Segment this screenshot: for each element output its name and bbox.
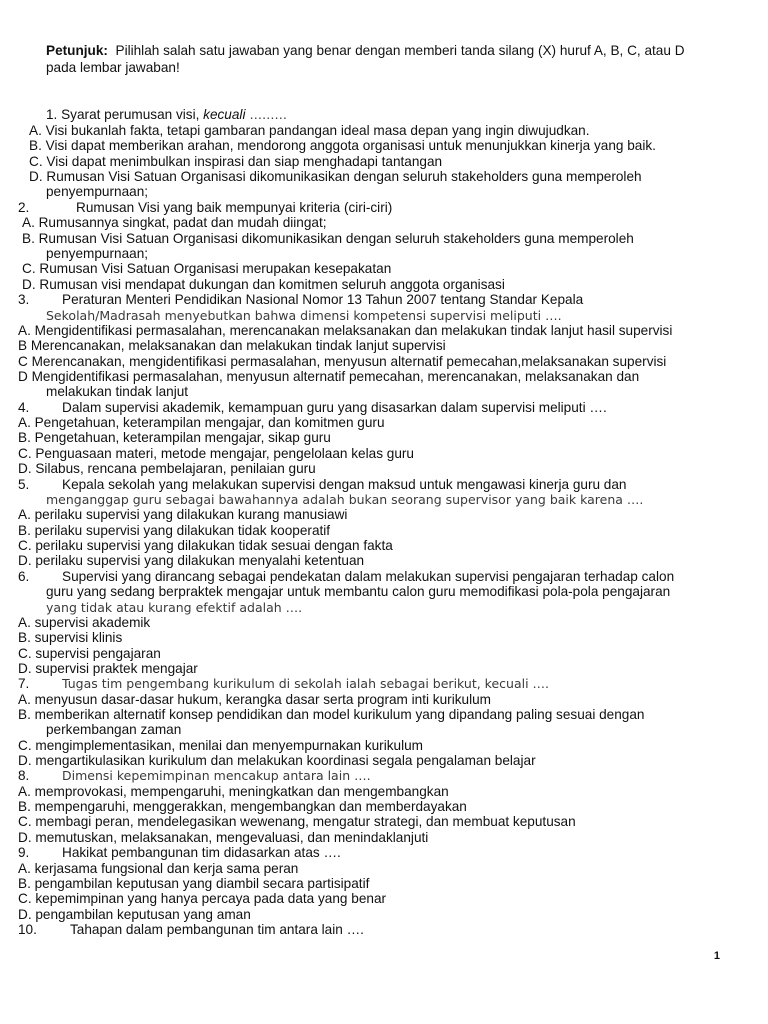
question-7-option-d: D. mengartikulasikan kurikulum dan melakukan koordinasi segala pengalaman belajar — [18, 753, 536, 768]
question-3-number: 3. — [18, 292, 30, 307]
question-7-option-b-cont: perkembangan zaman — [46, 722, 182, 737]
question-5-option-a: A. perilaku supervisi yang dilakukan kurang manusiawi — [18, 507, 348, 522]
instructions — [46, 42, 746, 76]
question-9-stem: Hakikat pembangunan tim didasarkan atas …. — [62, 845, 341, 860]
question-8-option-c: C. membagi peran, mendelegasikan wewenang, mengatur strategi, dan membuat keputusan — [18, 814, 576, 829]
question-7-number: 7. — [18, 676, 30, 691]
question-6-stem-cont-2: yang tidak atau kurang efektif adalah …. — [46, 600, 303, 615]
question-8-option-d: D. memutuskan, melaksanakan, mengevaluasi, dan menindaklanjuti — [18, 830, 429, 845]
question-9-option-c: C. kepemimpinan yang hanya percaya pada data yang benar — [18, 891, 387, 906]
question-4-option-d: D. Silabus, rencana pembelajaran, penilaian guru — [18, 461, 316, 476]
question-6-option-a: A. supervisi akademik — [18, 615, 151, 630]
question-2-option-c: C. Rumusan Visi Satuan Organisasi merupakan kesepakatan — [22, 261, 392, 276]
question-6-stem-cont: guru yang sedang berpraktek mengajar untuk membantu calon guru memodifikasi pola-pola pengajaran — [46, 584, 671, 599]
question-3-stem-cont: Sekolah/Madrasah menyebutkan bahwa dimensi kompetensi supervisi meliputi …. — [46, 308, 562, 323]
question-5-stem-cont: menganggap guru sebagai bawahannya adalah bukan seorang supervisor yang baik karena …. — [46, 492, 644, 507]
instructions-label: Petunjuk: — [46, 43, 108, 58]
question-2-option-b-cont: penyempurnaan; — [46, 246, 149, 261]
question-2-option-b: B. Rumusan Visi Satuan Organisasi dikomunikasikan dengan seluruh stakeholders guna memperoleh — [22, 231, 634, 246]
question-9-option-a: A. kerjasama fungsional dan kerja sama peran — [18, 861, 299, 876]
question-2-option-d: D. Rumusan visi mendapat dukungan dan komitmen seluruh anggota organisasi — [22, 277, 505, 292]
question-4-option-c: C. Penguasaan materi, metode mengajar, pengelolaan kelas guru — [18, 446, 414, 461]
question-4-number: 4. — [18, 400, 30, 415]
page-number: 1 — [713, 950, 720, 962]
question-1-option-c: C. Visi dapat menimbulkan inspirasi dan siap menghadapi tantangan — [29, 154, 443, 169]
question-4-option-b: B. Pengetahuan, keterampilan mengajar, sikap guru — [18, 430, 331, 445]
question-3-option-d: D Mengidentifikasi permasalahan, menyusun alternatif pemecahan, merencanakan, melaksanakan dan — [18, 369, 640, 384]
question-6-option-d: D. supervisi praktek mengajar — [18, 661, 198, 676]
question-9-option-b: B. pengambilan keputusan yang diambil secara partisipatif — [18, 876, 370, 891]
instructions-text: Pilihlah salah satu jawaban yang benar dengan memberi tanda silang (X) huruf A, B, C, atau D — [115, 43, 685, 58]
instructions-text-2: pada lembar jawaban! — [46, 60, 180, 75]
question-10-stem: Tahapan dalam pembangunan tim antara lain …. — [70, 922, 364, 937]
question-2-number: 2. — [18, 200, 30, 215]
question-6-option-c: C. supervisi pengajaran — [18, 646, 161, 661]
question-5-option-d: D. perilaku supervisi yang dilakukan menyalahi ketentuan — [18, 553, 365, 568]
question-5-stem: Kepala sekolah yang melakukan supervisi dengan maksud untuk mengawasi kinerja guru dan — [62, 477, 627, 492]
question-5-option-b: B. perilaku supervisi yang dilakukan tidak kooperatif — [18, 523, 331, 538]
question-1-stem: 1. Syarat perumusan visi, kecuali ……… — [46, 107, 287, 122]
question-1-option-d-cont: penyempurnaan; — [46, 184, 149, 199]
question-5-number: 5. — [18, 477, 30, 492]
question-6-stem: Supervisi yang dirancang sebagai pendekatan dalam melakukan supervisi pengajaran terhadap calon — [62, 569, 675, 584]
question-4-option-a: A. Pengetahuan, keterampilan mengajar, dan komitmen guru — [18, 415, 385, 430]
question-3-option-b: B Merencanakan, melaksanakan dan melakukan tindak lanjut supervisi — [18, 338, 446, 353]
question-10-number: 10. — [18, 922, 37, 937]
question-1-option-a: A. Visi bukanlah fakta, tetapi gambaran pandangan ideal masa depan yang ingin diwujudkan. — [29, 123, 590, 138]
question-5-option-c: C. perilaku supervisi yang dilakukan tidak sesuai dengan fakta — [18, 538, 393, 553]
question-9-option-d: D. pengambilan keputusan yang aman — [18, 907, 251, 922]
question-3-option-d-cont: melakukan tindak lanjut — [46, 384, 189, 399]
question-2-stem: Rumusan Visi yang baik mempunyai kriteria (ciri-ciri) — [76, 200, 393, 215]
question-8-option-a: A. memprovokasi, mempengaruhi, meningkatkan dan mengembangkan — [18, 784, 449, 799]
question-7-option-c: C. mengimplementasikan, menilai dan menyempurnakan kurikulum — [18, 738, 423, 753]
question-4-stem: Dalam supervisi akademik, kemampuan guru yang disasarkan dalam supervisi meliputi …. — [62, 400, 607, 415]
question-9-number: 9. — [18, 845, 30, 860]
question-7-option-b: B. memberikan alternatif konsep pendidikan dan model kurikulum yang dipandang paling sesuai dengan — [18, 707, 645, 722]
question-7-stem: Tugas tim pengembang kurikulum di sekolah ialah sebagai berikut, kecuali …. — [62, 676, 549, 691]
question-6-option-b: B. supervisi klinis — [18, 630, 123, 645]
question-8-number: 8. — [18, 768, 30, 783]
question-7-option-a: A. menyusun dasar-dasar hukum, kerangka dasar serta program inti kurikulum — [18, 692, 491, 707]
question-3-stem: Peraturan Menteri Pendidikan Nasional Nomor 13 Tahun 2007 tentang Standar Kepala — [62, 292, 584, 307]
question-1-option-d: D. Rumusan Visi Satuan Organisasi dikomunikasikan dengan seluruh stakeholders guna memperoleh — [29, 169, 642, 184]
question-1-option-b: B. Visi dapat memberikan arahan, mendorong anggota organisasi untuk menunjukkan kinerja yang baik. — [29, 138, 656, 153]
question-6-number: 6. — [18, 569, 30, 584]
question-2-option-a: A. Rumusannya singkat, padat dan mudah diingat; — [22, 215, 327, 230]
question-3-option-c: C Merencanakan, mengidentifikasi permasalahan, menyusun alternatif pemecahan,melaksanakan supervisi — [18, 354, 667, 369]
question-8-stem: Dimensi kepemimpinan mencakup antara lain …. — [62, 768, 371, 783]
question-8-option-b: B. mempengaruhi, menggerakkan, mengembangkan dan memberdayakan — [18, 799, 467, 814]
question-3-option-a: A. Mengidentifikasi permasalahan, merencanakan melaksanakan dan melakukan tindak lanjut hasil supervisi — [18, 323, 673, 338]
